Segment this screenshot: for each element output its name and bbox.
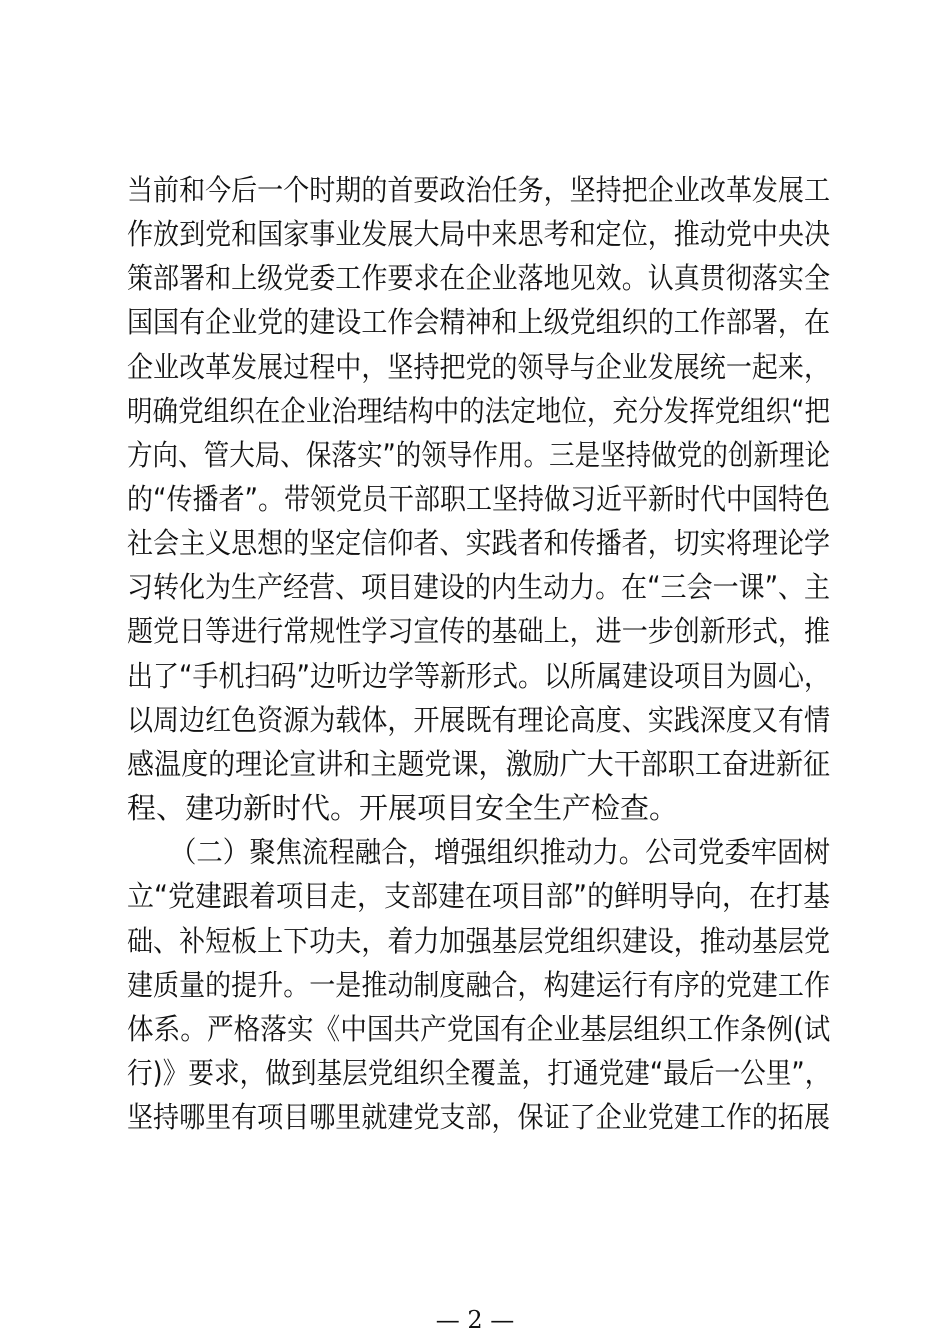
text-line: 社会主义思想的坚定信仰者、实践者和传播者，切实将理论学 — [127, 526, 830, 560]
page-number: — 2 — — [435, 1306, 515, 1334]
text-line: 明确党组织在企业治理结构中的法定地位，充分发挥党组织“把 — [127, 394, 831, 428]
text-line: 体系。严格落实《中国共产党国有企业基层组织工作条例(试 — [127, 1012, 831, 1046]
text-line: 的“传播者”。带领党员干部职工坚持做习近平新时代中国特色 — [127, 482, 831, 516]
text-line: 策部署和上级党委工作要求在企业落地见效。认真贯彻落实全 — [127, 261, 830, 295]
text-line: 方向、管大局、保落实”的领导作用。三是坚持做党的创新理论 — [127, 438, 831, 472]
text-line: 础、补短板上下功夫，着力加强基层党组织建设，推动基层党 — [127, 924, 830, 958]
text-line: 程、建功新时代。开展项目安全生产检查。 — [127, 791, 679, 825]
text-line: 坚持哪里有项目哪里就建党支部，保证了企业党建工作的拓展 — [127, 1100, 830, 1134]
text-line: 出了“手机扫码”边听边学等新形式。以所属建设项目为圆心， — [127, 659, 831, 693]
text-line: 建质量的提升。一是推动制度融合，构建运行有序的党建工作 — [127, 968, 830, 1002]
text-line: 当前和今后一个时期的首要政治任务，坚持把企业改革发展工 — [127, 173, 830, 207]
text-line: 立“党建跟着项目走，支部建在项目部”的鲜明导向，在打基 — [127, 879, 831, 913]
paragraph-first-line: （二）聚焦流程融合，增强组织推动力。公司党委牢固树 — [170, 835, 830, 869]
text-line: 题党日等进行常规性学习宣传的基础上，进一步创新形式，推 — [127, 614, 830, 648]
text-line: 感温度的理论宣讲和主题党课，激励广大干部职工奋进新征 — [127, 747, 831, 781]
text-line: 作放到党和国家事业发展大局中来思考和定位，推动党中央决 — [127, 217, 830, 251]
text-line: 习转化为生产经营、项目建设的内生动力。在“三会一课”、主 — [127, 570, 831, 604]
text-line: 以周边红色资源为载体，开展既有理论高度、实践深度又有情 — [127, 703, 830, 737]
text-line: 国国有企业党的建设工作会精神和上级党组织的工作部署，在 — [127, 305, 830, 339]
text-line: 企业改革发展过程中，坚持把党的领导与企业发展统一起来， — [127, 350, 830, 384]
text-line: 行)》要求，做到基层党组织全覆盖，打通党建“最后一公里”， — [127, 1056, 831, 1090]
